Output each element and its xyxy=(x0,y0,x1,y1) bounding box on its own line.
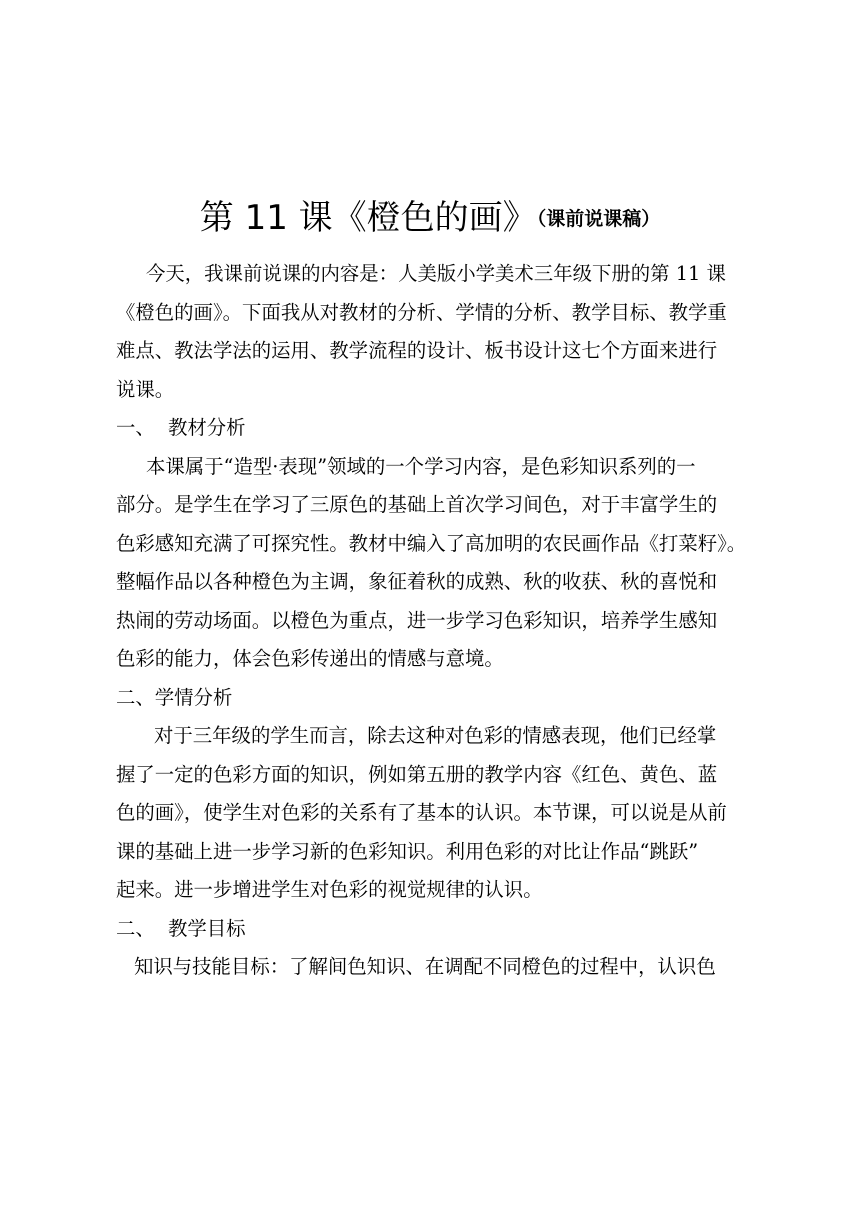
title-main: 第 11 课《橙色的画》 xyxy=(199,198,537,238)
paragraph-line: 色彩的能力，体会色彩传递出的情感与意境。 xyxy=(116,647,504,670)
intro-line: 说课。 xyxy=(116,377,175,401)
section-heading-student-analysis: 二、学情分析 xyxy=(116,685,233,709)
paragraph-line: 部分。是学生在学习了三原色的基础上首次学习间色，对于丰富学生的 xyxy=(116,493,718,516)
paragraph-line: 起来。进一步增进学生对色彩的视觉规律的认识。 xyxy=(116,878,543,901)
section-heading-textbook-analysis xyxy=(116,409,746,448)
paragraph-line: 对于三年级的学生而言，除去这种对色彩的情感表现，他们已经掌 xyxy=(154,724,717,747)
section-number: 二、 xyxy=(116,916,155,940)
document-body xyxy=(116,255,746,987)
section-title: 教材分析 xyxy=(168,416,246,439)
intro-line: 今天，我课前说课的内容是：人美版小学美术三年级下册的第 11 课 xyxy=(146,262,726,285)
paragraph-line: 色的画》，使学生对色彩的关系有了基本的认识。本节课，可以说是从前 xyxy=(116,801,727,824)
intro-line: 《橙色的画》。下面我从对教材的分析、学情的分析、教学目标、教学重 xyxy=(116,300,727,324)
paragraph-line: 色彩感知充满了可探究性。教材中编入了高加明的农民画作品《打菜籽》。 xyxy=(116,531,746,555)
paragraph-line: 热闹的劳动场面。以橙色为重点，进一步学习色彩知识，培养学生感知 xyxy=(116,608,718,632)
section-heading-teaching-goals xyxy=(116,910,746,949)
section-title: 教学目标 xyxy=(168,916,246,940)
paragraph-line: 本课属于“造型·表现”领域的一个学习内容，是色彩知识系列的一 xyxy=(146,454,696,478)
intro-line: 难点、教法学法的运用、教学流程的设计、板书设计这七个方面来进行 xyxy=(116,339,718,362)
title-subtitle: （课前说课稿） xyxy=(536,208,661,230)
paragraph-line: 课的基础上进一步学习新的色彩知识。利用色彩的对比让作品“跳跃” xyxy=(116,839,699,863)
section-number: 一、 xyxy=(116,416,155,439)
paragraph-line: 知识与技能目标：了解间色知识、在调配不同橙色的过程中，认识色 xyxy=(134,955,716,978)
page-title xyxy=(0,193,860,244)
paragraph-line: 整幅作品以各种橙色为主调，象征着秋的成熟、秋的收获、秋的喜悦和 xyxy=(116,570,718,593)
paragraph-line: 握了一定的色彩方面的知识，例如第五册的教学内容《红色、黄色、蓝 xyxy=(116,762,718,786)
